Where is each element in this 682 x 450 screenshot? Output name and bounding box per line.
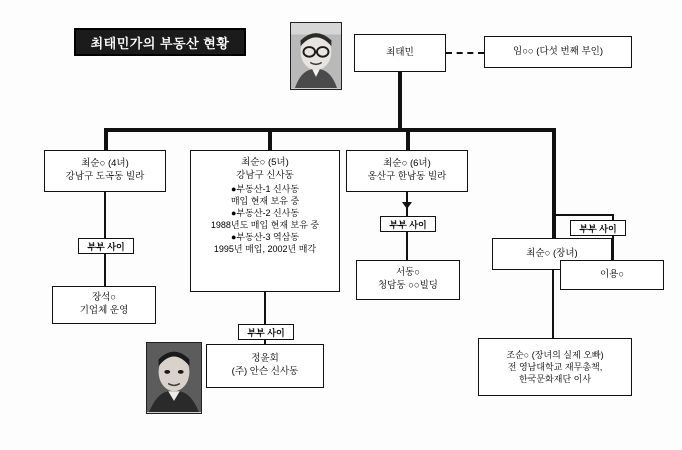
portrait-jung-yoonhoe-image [147,343,201,412]
node-daughter4-line1: 최순○ (4녀) [81,158,129,170]
node-jung-yoonhoe-line1: 정윤회 [251,353,279,365]
node-daughter5-item-3: 1988년도 매입 현재 보유 중 [210,220,320,231]
arrow-daughter6-seodong [402,202,412,209]
connector-drop-daughter6 [406,128,410,150]
node-jo-soon-line3: 한국문화재단 이사 [518,374,592,385]
node-jang-seok-line2: 기업체 운영 [79,305,129,316]
node-daughter6-line2: 옹산구 한남동 빌라 [367,171,447,182]
node-daughter5-item-4: ●부동산-3 역삼동 [230,232,300,243]
node-daughter5-item-5: 1995년 매입, 2002년 매각 [213,244,317,255]
portrait-choi-taemin-image [291,23,341,88]
node-daughter1-line1: 최순○ (장녀) [526,247,578,259]
node-daughter6[interactable] [346,150,468,192]
node-jang-seok-line1: 장석○ [91,292,117,304]
node-daughter4[interactable] [44,150,166,192]
node-jo-soon-line2: 전 영남대학교 재무총책, [507,361,603,372]
connector-daughter1-leeyong-h [552,214,614,216]
node-jang-seok[interactable] [52,286,156,324]
connector-drop-daughter1 [552,128,556,238]
node-daughter4-line2: 강남구 도곡동 빌라 [65,171,145,182]
node-seo-dong[interactable] [356,260,460,300]
node-seo-dong-line2: 청담동 ○○빌딩 [377,280,438,291]
node-jung-yoonhoe-line2: (주) 안슨 신사동 [231,366,299,377]
node-choi-taemin-label: 최태민 [386,46,414,58]
connector-daughter1-josoon [552,270,554,338]
node-lee-yong[interactable] [560,260,664,290]
node-seo-dong-line1: 서동○ [395,267,421,279]
node-wife[interactable] [484,36,632,68]
tag-couple-4: 부부 사이 [570,220,626,236]
node-daughter5-line1: 최순○ (5녀) [241,157,289,168]
node-daughter5-item-2: ●부동산-2 신사동 [230,207,300,218]
portrait-jung-yoonhoe [146,342,202,414]
connector-main-bus [104,128,556,132]
tag-couple-2: 부부 사이 [238,324,294,340]
node-jung-yoonhoe[interactable] [206,344,324,388]
node-daughter5-item-0: ●부동산-1 신사동 [230,183,300,194]
tag-couple-3: 부부 사이 [380,216,436,232]
node-daughter5-item-1: 매입 현재 보유 중 [230,195,300,206]
connector-drop-daughter4 [104,128,108,150]
node-daughter5-line2: 강남구 신사동 [236,169,294,181]
connector-drop-daughter5 [268,128,272,150]
node-choi-taemin[interactable] [354,34,446,72]
connector-taemin-down [398,72,402,130]
node-wife-label: 임○○ (다섯 번째 부인) [513,45,603,57]
tag-couple-1: 부부 사이 [78,238,134,254]
diagram-title: 최태민가의 부동산 현황 [74,28,246,56]
node-daughter6-line1: 최순○ (6녀) [383,158,431,170]
node-jo-soon-line1: 조순○ (장녀의 실제 오빠) [506,349,604,360]
portrait-choi-taemin [290,22,342,90]
connector-taemin-wife [446,52,484,54]
node-daughter5[interactable] [190,150,340,292]
node-lee-yong-line1: 이용○ [599,268,625,280]
node-jo-soon[interactable] [478,338,632,396]
